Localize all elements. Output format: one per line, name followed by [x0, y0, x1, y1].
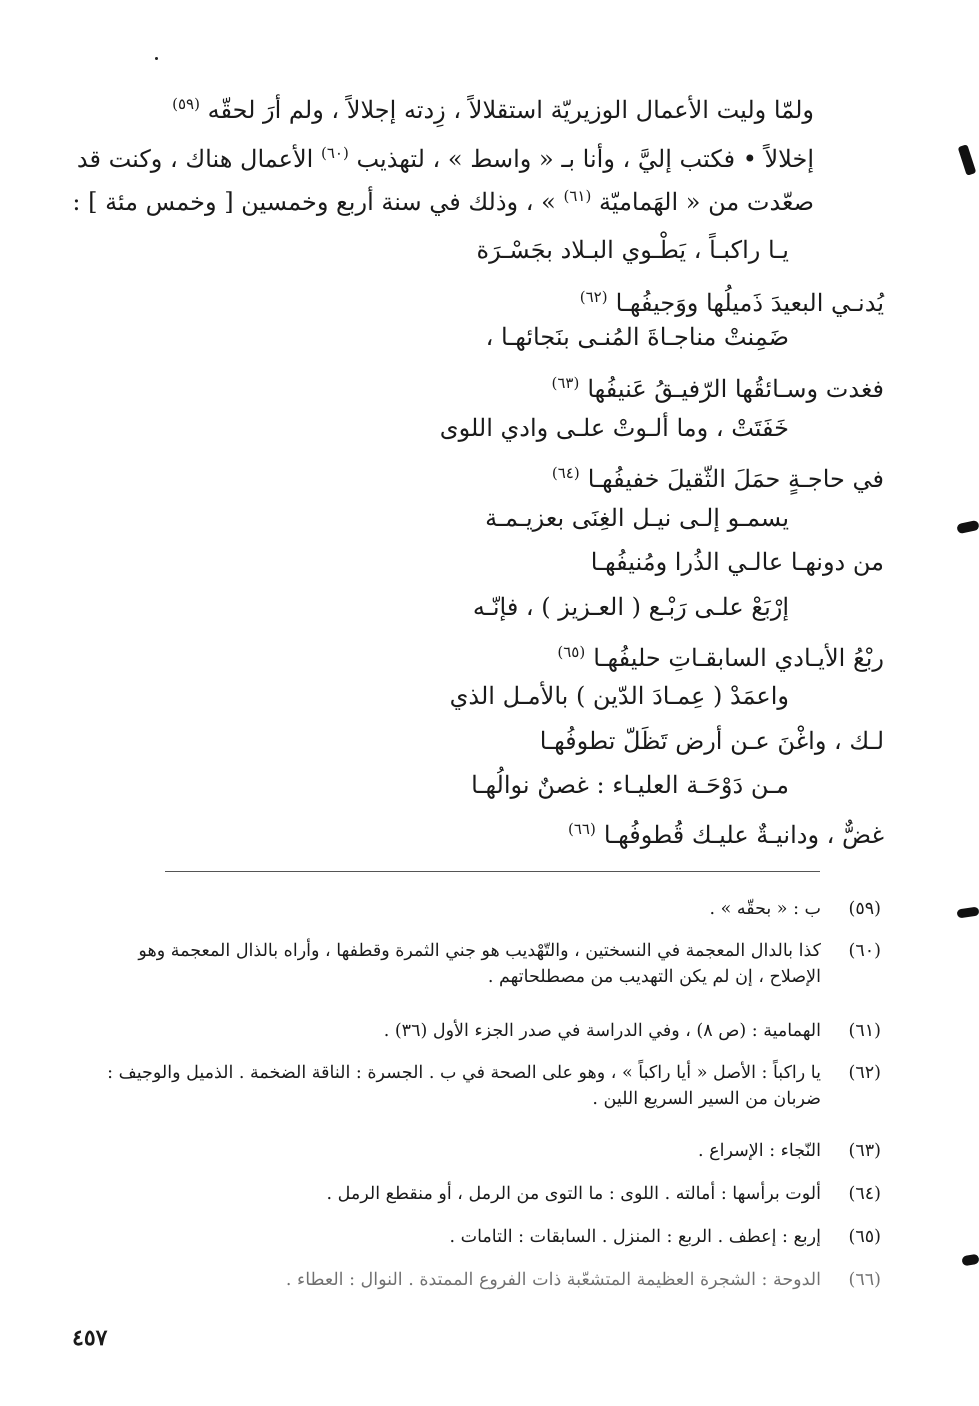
footnote: [101, 938, 881, 990]
verse-text: يُدنـي البعيدَ ذَميلُها ووَجيفُهـا: [615, 289, 884, 317]
footnote-ref: (٥٩): [172, 95, 200, 113]
footnote-text: النّجاء : الإسراع .: [698, 1141, 821, 1161]
footnote: [101, 1224, 881, 1250]
footnote-number: (٦٤): [848, 1184, 881, 1204]
footnote-ref: (٦١): [563, 187, 592, 205]
footnote: [101, 1267, 881, 1293]
verse-5-first-hemistich: إرْبَعْ علـى رَبْـع ( العـزيز ) ، فإنّـه: [472, 593, 789, 621]
footnote-text: يا راكباً : الأصل « أيا راكباً » ، وهو على الصحة في ب . الجسرة : الناقة الضخمة . الذميل والوجيف : ضربان من السير السريع اللين .: [107, 1063, 821, 1109]
prose-line-3: [64, 180, 814, 218]
footnote-separator: [165, 871, 820, 872]
stray-dot: [155, 57, 158, 60]
prose-line-2: [64, 137, 814, 175]
footnote-ref: (٦٢): [579, 288, 608, 306]
verse-3-second-hemistich: [552, 458, 884, 494]
page-number: ٤٥٧: [72, 1325, 108, 1351]
footnote-ref: (٦٤): [551, 464, 580, 482]
verse-6-first-hemistich: واعمَدْ ( عِمـادَ الدّين ) بالأمـل الذي: [449, 682, 789, 710]
footnote-number: (٦٣): [848, 1141, 881, 1161]
footnote-ref: (٦٥): [557, 643, 586, 661]
verse-7-first-hemistich: مـن دَوْحَـة العليـاء : غصنٌ نوالُهـا: [471, 771, 789, 799]
verse-text: غضٌّ ، ودانيـةٌ عليـك قُطوفُهـا: [603, 821, 884, 849]
footnote: [101, 1138, 881, 1164]
footnote-number: (٦٠): [848, 941, 881, 961]
prose-text: ولمّا وليت الأعمال الوزيريّة استقلالاً ، زِدته إجلالاً ، ولم أرَ لحقّه: [207, 96, 814, 124]
verse-text: ربْعُ الأيـادي السابقـاتِ حليفُهـا: [593, 644, 884, 672]
footnote-text: إربع : إعطف . الربع : المنزل . السابقات : التامات .: [449, 1227, 821, 1247]
verse-text: في حاجـةٍ حمَلَ الثّقيلَ خفيفُهـا: [587, 465, 884, 493]
footnote: [101, 1181, 881, 1207]
verse-4-first-hemistich: يسمـو إلـى نيـل الغِنَى بعزيـمـة: [485, 504, 789, 532]
scan-mark: [961, 1254, 979, 1267]
footnote-ref: (٦٣): [551, 374, 580, 392]
footnote-number: (٦٥): [848, 1227, 881, 1247]
footnote: [101, 1060, 881, 1112]
scan-mark: [958, 144, 977, 176]
verse-7-second-hemistich: [568, 814, 884, 850]
footnote-number: (٦١): [848, 1021, 881, 1041]
footnote-number: (٦٢): [848, 1063, 881, 1083]
prose-line-1: [64, 88, 814, 126]
footnote-text: الهمامية : (ص ٨) ، وفي الدراسة في صدر الجزء الأول (٣٦) .: [383, 1021, 821, 1041]
verse-6-second-hemistich: لـك ، واغْنَ عـن أرض تَظَلّ تطوفُهـا: [539, 727, 884, 755]
footnote-text: ألوت برأسها : أمالته . اللوى : ما التوى من الرمل ، أو منقطع الرمل .: [326, 1184, 821, 1204]
verse-2-second-hemistich: [551, 368, 884, 404]
verse-5-second-hemistich: [557, 637, 884, 673]
verse-3-first-hemistich: خَفَتَتْ ، وما ألـوتْ علـى وادي اللوى: [439, 414, 789, 442]
prose-text: إخلالاً • فكتب إليَّ ، وأنا بـ « واسط » ، لتهذيب: [356, 145, 814, 173]
prose-text: صعّدت من « الهَماميّة: [598, 188, 814, 216]
footnote-ref: (٦٦): [567, 820, 596, 838]
verse-2-first-hemistich: ضَمِنتْ مناجـاةَ المُنـى بنَجائهـا ،: [485, 323, 789, 351]
footnote-number: (٥٩): [848, 899, 881, 919]
footnote-number: (٦٦): [848, 1270, 881, 1290]
prose-text-rest: » ، وذلك في سنة أربع وخمسين [ وخمس مئة ] :: [72, 188, 556, 216]
footnote-text: ب : « بحقّه » .: [709, 899, 821, 919]
verse-4-second-hemistich: من دونهـا عالـي الذُرا ومُنيفُهـا: [590, 548, 884, 576]
prose-text-rest: الأعمال هناك ، وكنت قد: [76, 145, 314, 173]
scan-mark: [956, 520, 979, 534]
footnote-text: كذا بالدال المعجمة في النسختين ، والتّهْديب هو جني الثمرة وقطفها ، وأراه بالذال المعجمة وهو الإصلاح ، إن لم يكن التهديب من مصطلحاتهم .: [138, 941, 821, 987]
footnote: [101, 896, 881, 922]
scan-mark: [956, 907, 979, 919]
footnote-ref: (٦٠): [320, 144, 349, 162]
footnote: [101, 1018, 881, 1044]
footnote-text: الدوحة : الشجرة العظيمة المتشعّبة ذات الفروع الممتدة . النوال : العطاء .: [285, 1270, 821, 1290]
verse-1-first-hemistich: يـا راكبـاً ، يَطْـوي البـلاد بجَسْـرَة: [476, 236, 789, 264]
verse-1-second-hemistich: [580, 282, 884, 318]
verse-text: فغدت وسـائقُها الرّفيـقُ عَنيفُها: [587, 375, 884, 403]
